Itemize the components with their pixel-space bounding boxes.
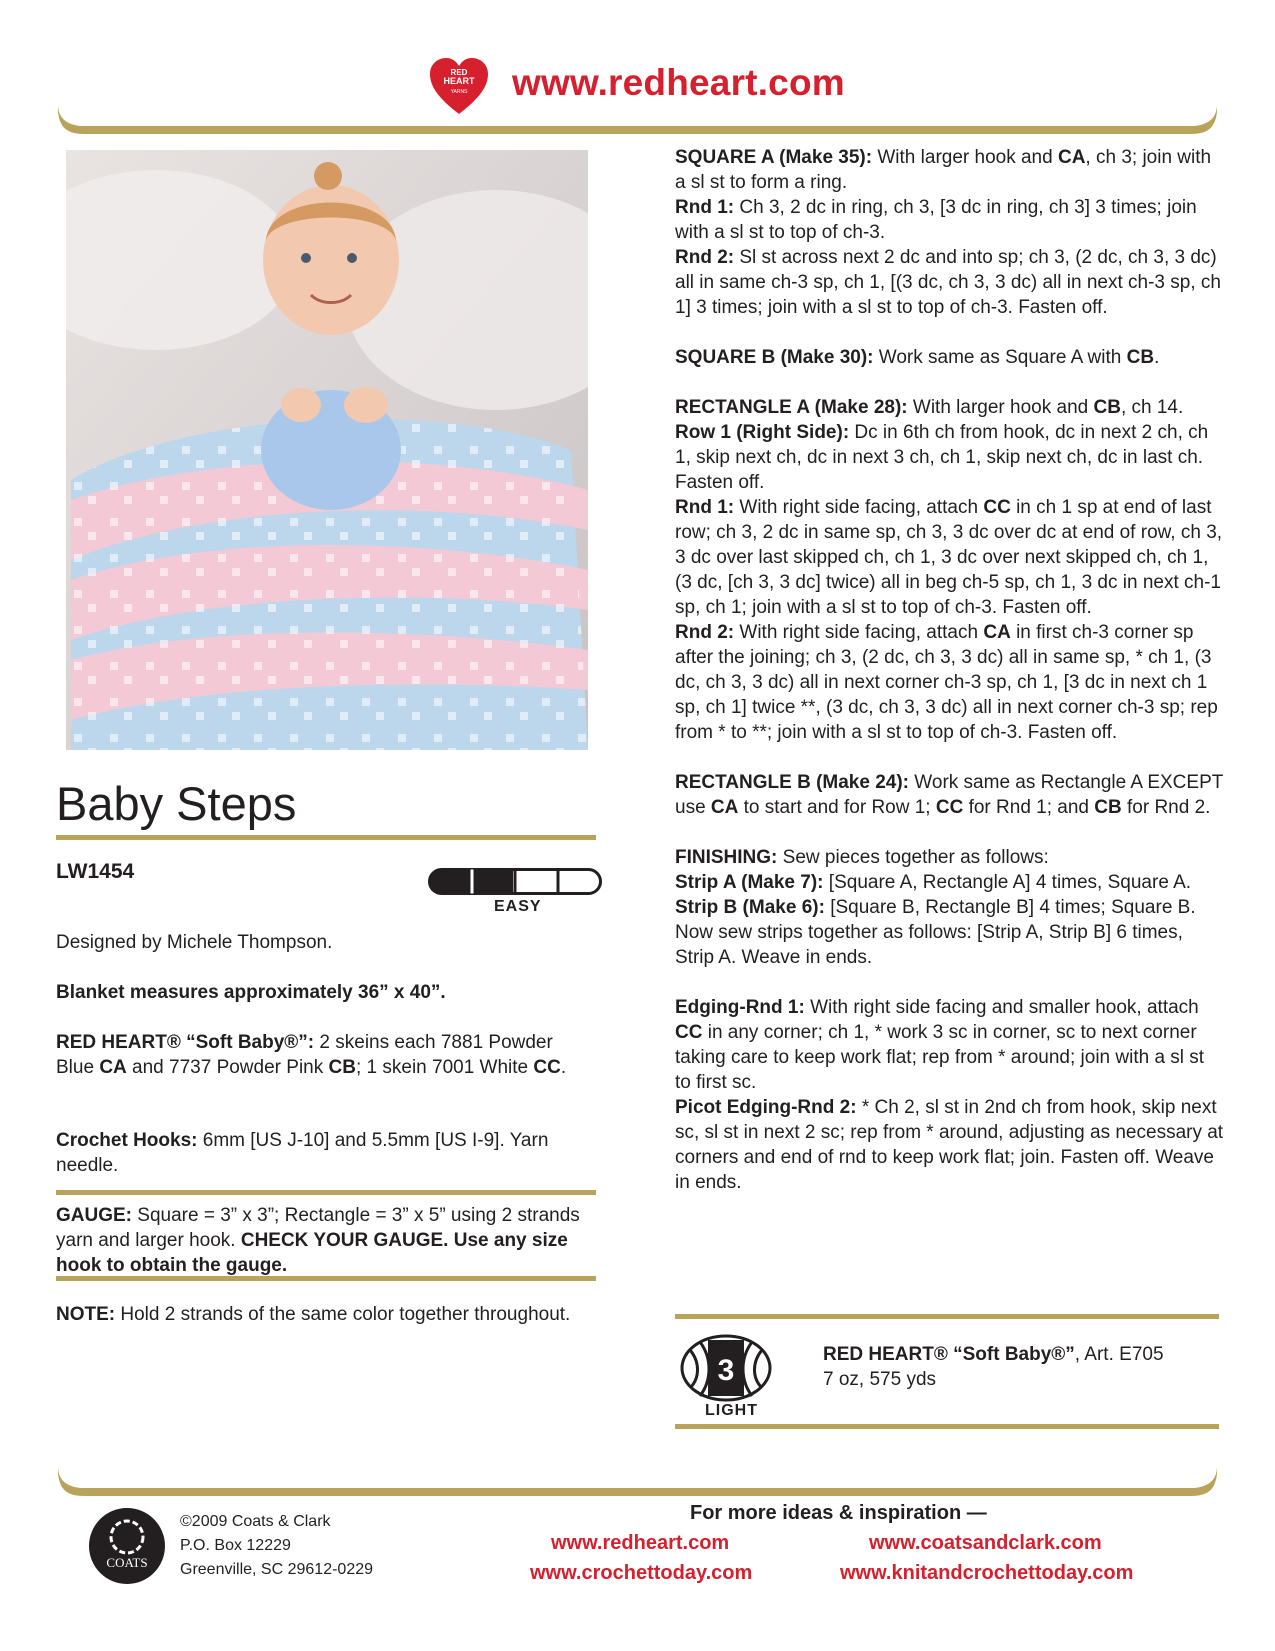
rectangle-a-rnd1: Rnd 1: With right side facing, attach CC in ch 1 sp at end of last row; ch 3, 2 dc in same sp, ch 3, 3 dc over dc at end of row, ch 3, 3 dc over last skipped ch, ch 1, 3 dc over next skipped ch, ch 1, (3 dc, [ch 3, 3 dc] twice) all in beg ch-5 sp, ch 1, 3 dc in next ch-1 sp, ch 1; join with a sl st to top of ch-3. Fasten off. [675,497,1223,618]
address-block [180,1510,373,1582]
baby-blanket-photo [66,150,588,750]
footer-link-coatsandclark[interactable]: www.coatsandclark.com [869,1532,1102,1554]
footer-link-crochettoday[interactable]: www.crochettoday.com [530,1562,753,1584]
address-line-1: P.O. Box 12229 [180,1537,291,1554]
gauge-rule-bottom [56,1276,596,1281]
pattern-code: LW1454 [56,860,135,883]
logo-text-2: HEART [443,76,475,86]
yarn-weight-rule-bottom [675,1424,1219,1429]
address-line-2: Greenville, SC 29612-0229 [180,1561,374,1578]
square-b-section: SQUARE B (Make 30): Work same as Square A with CB. [675,347,1160,368]
instructions [675,145,1225,1195]
square-a-rnd2: Rnd 2: Sl st across next 2 dc and into sp; ch 3, (2 dc, ch 3, 3 dc) all in same ch-3 sp, ch 1, [(3 dc, ch 3, 3 dc) all in next ch-3 sp, ch 1] 3 times; join with a sl st to top of ch-3. Fasten off. [675,247,1221,318]
gauge-rule-top [56,1190,596,1195]
yarn-info: RED HEART® “Soft Baby®”, Art. E705 7 oz, 575 yds [823,1344,1164,1390]
strip-a: Strip A (Make 7): [Square A, Rectangle A] 4 times, Square A. [675,872,1192,893]
rectangle-a-section: RECTANGLE A (Make 28): With larger hook and CB, ch 14. [675,397,1184,418]
finishing-section: FINISHING: Sew pieces together as follows: [675,847,1049,868]
difficulty-label: EASY [494,898,542,915]
copyright: ©2009 Coats & Clark [180,1513,331,1530]
measurements-line: Blanket measures approximately 36” x 40”. [56,982,446,1003]
designer-line: Designed by Michele Thompson. [56,932,333,953]
square-a-rnd1: Rnd 1: Ch 3, 2 dc in ring, ch 3, [3 dc in ring, ch 3] 3 times; join with a sl st to top of ch-3. [675,197,1197,243]
rectangle-b-section: RECTANGLE B (Make 24): Work same as Rectangle A EXCEPT use CA to start and for Row 1; CC for Rnd 1; and CB for Rnd 2. [675,772,1224,818]
header-divider-band [0,100,1275,140]
coats-logo-text: COATS [106,1555,148,1570]
difficulty-segment-1 [430,870,473,894]
yarn-weight-rule-top [675,1314,1219,1319]
rectangle-a-rnd2: Rnd 2: With right side facing, attach CA in first ch-3 corner sp after the joining; ch 3, (2 dc, ch 3, 3 dc) all in same sp, * ch 1, (3 dc, ch 3, 3 dc) all in next corner ch-3 sp, ch 1, [3 dc in next ch 1 sp, ch 1] twice **, (3 dc, ch 3, 3 dc) all in next corner ch-3 sp; rep from * to **; join with a sl st to top of ch-3. Fasten off. [675,622,1218,743]
yarn-skein-icon [678,1332,774,1408]
edging-rnd2: Picot Edging-Rnd 2: * Ch 2, sl st in 2nd ch from hook, skip next sc, sl st in next 2 sc; rep from * around, adjusting as necessary at corners and end of rnd to keep work flat; join. Fasten off. Weave in ends. [675,1097,1224,1193]
footer-link-knitandcrochettoday[interactable]: www.knitandcrochettoday.com [840,1562,1134,1584]
materials-hooks: Crochet Hooks: 6mm [US J-10] and 5.5mm [US I-9]. Yarn needle. [56,1130,549,1176]
yarn-weight-number: 3 [717,1354,735,1387]
header-url-link[interactable]: www.redheart.com [512,62,845,103]
difficulty-meter [428,868,602,895]
logo-text-1: RED [450,68,468,77]
rectangle-a-row1: Row 1 (Right Side): Dc in 6th ch from hook, dc in next 2 ch, ch 1, skip next ch, dc in next 3 ch, ch 1, skip next ch, dc in last ch. Fasten off. [675,422,1209,493]
gauge-block: GAUGE: Square = 3” x 3”; Rectangle = 3” x 5” using 2 strands yarn and larger hook. CHECK YOUR GAUGE. Use any size hook to obtain the gauge. [56,1205,580,1276]
footer-divider-band [0,1462,1275,1502]
more-ideas-heading: For more ideas & inspiration — [690,1502,987,1524]
edging-rnd1: Edging-Rnd 1: With right side facing and smaller hook, attach CC in any corner; ch 1, * work 3 sc in corner, sc to next corner taking care to keep work flat; rep from * around; join with a sl st to first sc. [675,997,1205,1093]
square-a-section: SQUARE A (Make 35): With larger hook and CA, ch 3; join with a sl st to form a ring. [675,147,1212,193]
coats-logo[interactable] [88,1507,166,1585]
note-block: NOTE: Hold 2 strands of the same color together throughout. [56,1304,571,1325]
pattern-title: Baby Steps [56,777,297,830]
strips-assembly: Now sew strips together as follows: [Strip A, Strip B] 6 times, Strip A. Weave in ends. [675,922,1183,968]
difficulty-segment-2 [472,870,513,894]
yarn-weight-label: LIGHT [705,1402,758,1419]
strip-b: Strip B (Make 6): [Square B, Rectangle B] 4 times; Square B. [675,897,1196,918]
footer-link-redheart[interactable]: www.redheart.com [551,1532,730,1554]
logo-text-3: YARNS [450,89,468,95]
materials-yarn: RED HEART® “Soft Baby®”: 2 skeins each 7881 Powder Blue CA and 7737 Powder Pink CB; 1 skein 7001 White CC. [56,1032,567,1078]
title-rule [56,835,596,840]
